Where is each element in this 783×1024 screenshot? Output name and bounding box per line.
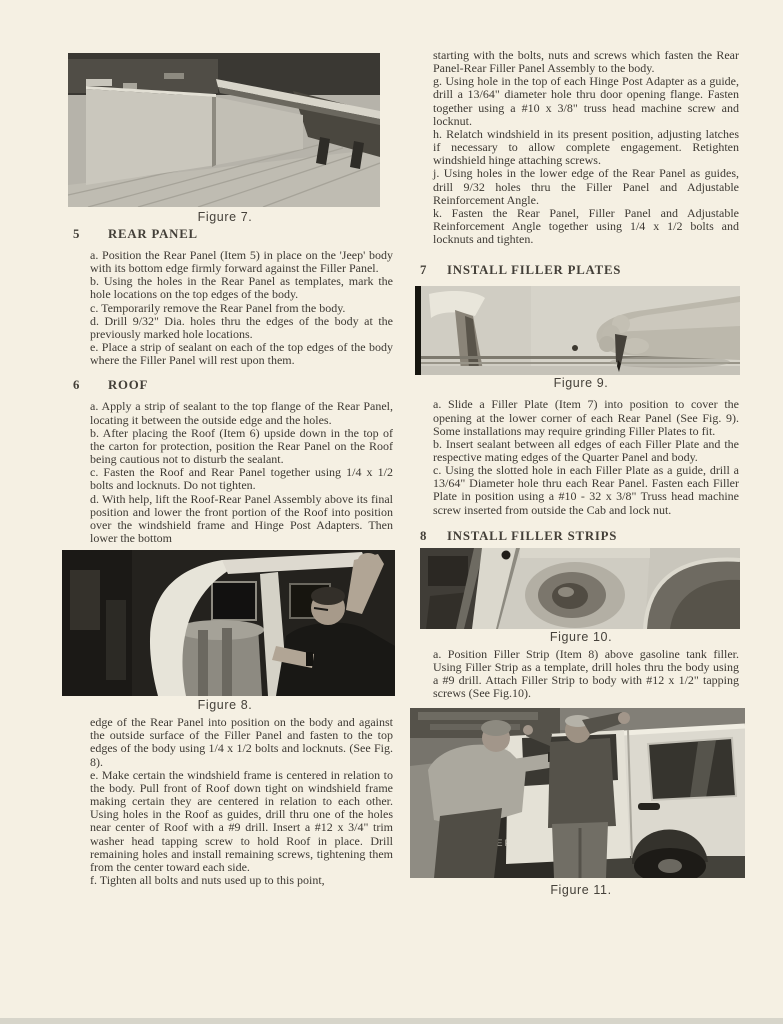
section6-right-continued-paragraphs	[433, 49, 739, 246]
paragraph-7a: a. Slide a Filler Plate (Item 7) into position to cover the opening at the lower corner of each Rear Panel (See Fig. 9). Some installations may require grinding Filler Plates to fit.	[433, 397, 739, 438]
paragraph-7c: c. Using the slotted hole in each Filler Plate as a guide, drill a 13/64" Diameter hole thru each Rear Panel. Fasten each Filler Plate in position using a #10 - 32 x 3/8" Truss head machine screw inserted from outside the Cab and lock nut.	[433, 463, 739, 517]
figure8-photo-art	[62, 550, 395, 696]
paragraph-6f-continued: starting with the bolts, nuts and screws which fasten the Rear Panel-Rear Filler Panel Assembly to the body.	[433, 48, 739, 76]
section8-paragraphs	[433, 648, 739, 701]
section7-title: INSTALL FILLER PLATES	[447, 263, 622, 278]
section6-paragraphs	[90, 400, 393, 545]
figure9-photo	[415, 286, 740, 375]
page-bottom-edge	[0, 1018, 783, 1024]
figure11-photo	[410, 708, 745, 878]
section8-heading	[420, 529, 742, 543]
section7-heading	[420, 263, 742, 277]
paragraph-6k: k. Fasten the Rear Panel, Filler Panel and Adjustable Reinforcement Angle together using 1/4 x 1/2 bolts and locknuts and tighten.	[433, 205, 739, 247]
figure10-photo	[420, 548, 740, 629]
section5-number: 5	[73, 227, 81, 241]
figure7-caption: Figure 7.	[197, 210, 253, 224]
section8-title: INSTALL FILLER STRIPS	[447, 528, 618, 543]
paragraph-5e: e. Place a strip of sealant on each of the top edges of the body where the Filler Panel will rest upon them.	[90, 340, 393, 368]
paragraph-6c: c. Fasten the Roof and Rear Panel together using 1/4 x 1/2 bolts and locknuts. Do not tighten.	[90, 465, 393, 493]
figure9-photo-art	[415, 286, 740, 375]
paragraph-6e: e. Make certain the windshield frame is centered in relation to the body. Pull front of Roof down tight on windshield frame making certain they are centered in relation to each other. Using holes in the Roof as guides, drill thru one of the holes near center of Roof with a #9 drill. Insert a #12 x 3/4" trim washer head tapping screw to hold Roof in place. Drill remaining holes and install remaining screws, tightening them from the center toward each side.	[90, 767, 393, 874]
section7-number: 7	[420, 263, 428, 278]
paragraph-7b: b. Insert sealant between all edges of each Filler Plate and the respective mating edges of the Quarter Panel and body.	[433, 436, 739, 464]
section5-heading	[73, 227, 395, 241]
paragraph-6d-continued: edge of the Rear Panel into position on the body and against the outside surface of the Filler Panel and fasten to the top edges of the body using 1/4 x 1/2 bolts and locknuts. (See Fig. 8).	[90, 715, 393, 769]
paragraph-6g: g. Using hole in the top of each Hinge Post Adapter as a guide, drill a 13/64" diameter hole thru door opening flange. Fasten together using a #10 x 3/8" truss head machine screw and locknut.	[433, 74, 739, 128]
paragraph-5d: d. Drill 9/32" Dia. holes thru the edges of the body at the previously marked hole locations.	[90, 313, 393, 341]
paragraph-8a: a. Position Filler Strip (Item 8) above gasoline tank filler. Using Filler Strip as a template, drill holes thru the body using a #9 drill. Attach Filler Strip to body with #12 x 1/2" tapping screws (See Fig.10).	[433, 646, 739, 701]
left-column	[55, 0, 395, 887]
paragraph-5a: a. Position the Rear Panel (Item 5) in place on the 'Jeep' body with its bottom edge firmly forward against the Filler Panel.	[90, 248, 393, 276]
section7-paragraphs	[433, 398, 739, 516]
figure10-photo-art	[420, 548, 740, 629]
figure11-photo-art	[410, 708, 745, 878]
section8-number: 8	[420, 528, 428, 543]
figure8-photo	[62, 550, 395, 696]
section6-continued-paragraphs	[90, 716, 393, 887]
section6-title: ROOF	[108, 378, 149, 393]
figure7-photo-art	[68, 53, 380, 207]
figure7-photo	[68, 53, 380, 207]
section5-title: REAR PANEL	[108, 227, 198, 241]
paragraph-6j: j. Using holes in the lower edge of the Rear Panel as guides, drill 9/32 holes thru the Filler Panel and Adjustable Reinforcement Angle.	[433, 166, 739, 207]
paragraph-6h: h. Relatch windshield in its present position, adjusting latches if necessary to allow complete engagement. Retighten windshield hinge attaching screws.	[433, 126, 739, 168]
paragraph-6d: d. With help, lift the Roof-Rear Panel Assembly above its final position and lower the front portion of the Roof into position over the windshield frame and Hinge Post Adapters. Then lower the bottom	[90, 491, 393, 545]
figure8-caption: Figure 8.	[197, 698, 253, 713]
paragraph-5c: c. Temporarily remove the Rear Panel from the body.	[90, 300, 346, 315]
section6-number: 6	[73, 378, 81, 393]
paragraph-6b: b. After placing the Roof (Item 6) upside down in the top of the carton for protection, position the Rear Panel on the Roof being cautious not to disturb the sealant.	[90, 425, 393, 467]
figure9-caption: Figure 9.	[553, 376, 609, 391]
section6-heading	[73, 378, 395, 392]
paragraph-6f: f. Tighten all bolts and nuts used up to this point,	[90, 873, 325, 887]
figure10-caption: Figure 10.	[549, 629, 613, 644]
figure11-caption: Figure 11.	[550, 883, 612, 898]
paragraph-5b: b. Using the holes in the Rear Panel as templates, mark the hole locations on the top edges of the body.	[90, 274, 393, 302]
paragraph-6a: a. Apply a strip of sealant to the top flange of the Rear Panel, locating it between the outside edge and the holes.	[90, 399, 393, 427]
right-column	[420, 0, 742, 897]
section5-paragraphs	[90, 249, 393, 367]
